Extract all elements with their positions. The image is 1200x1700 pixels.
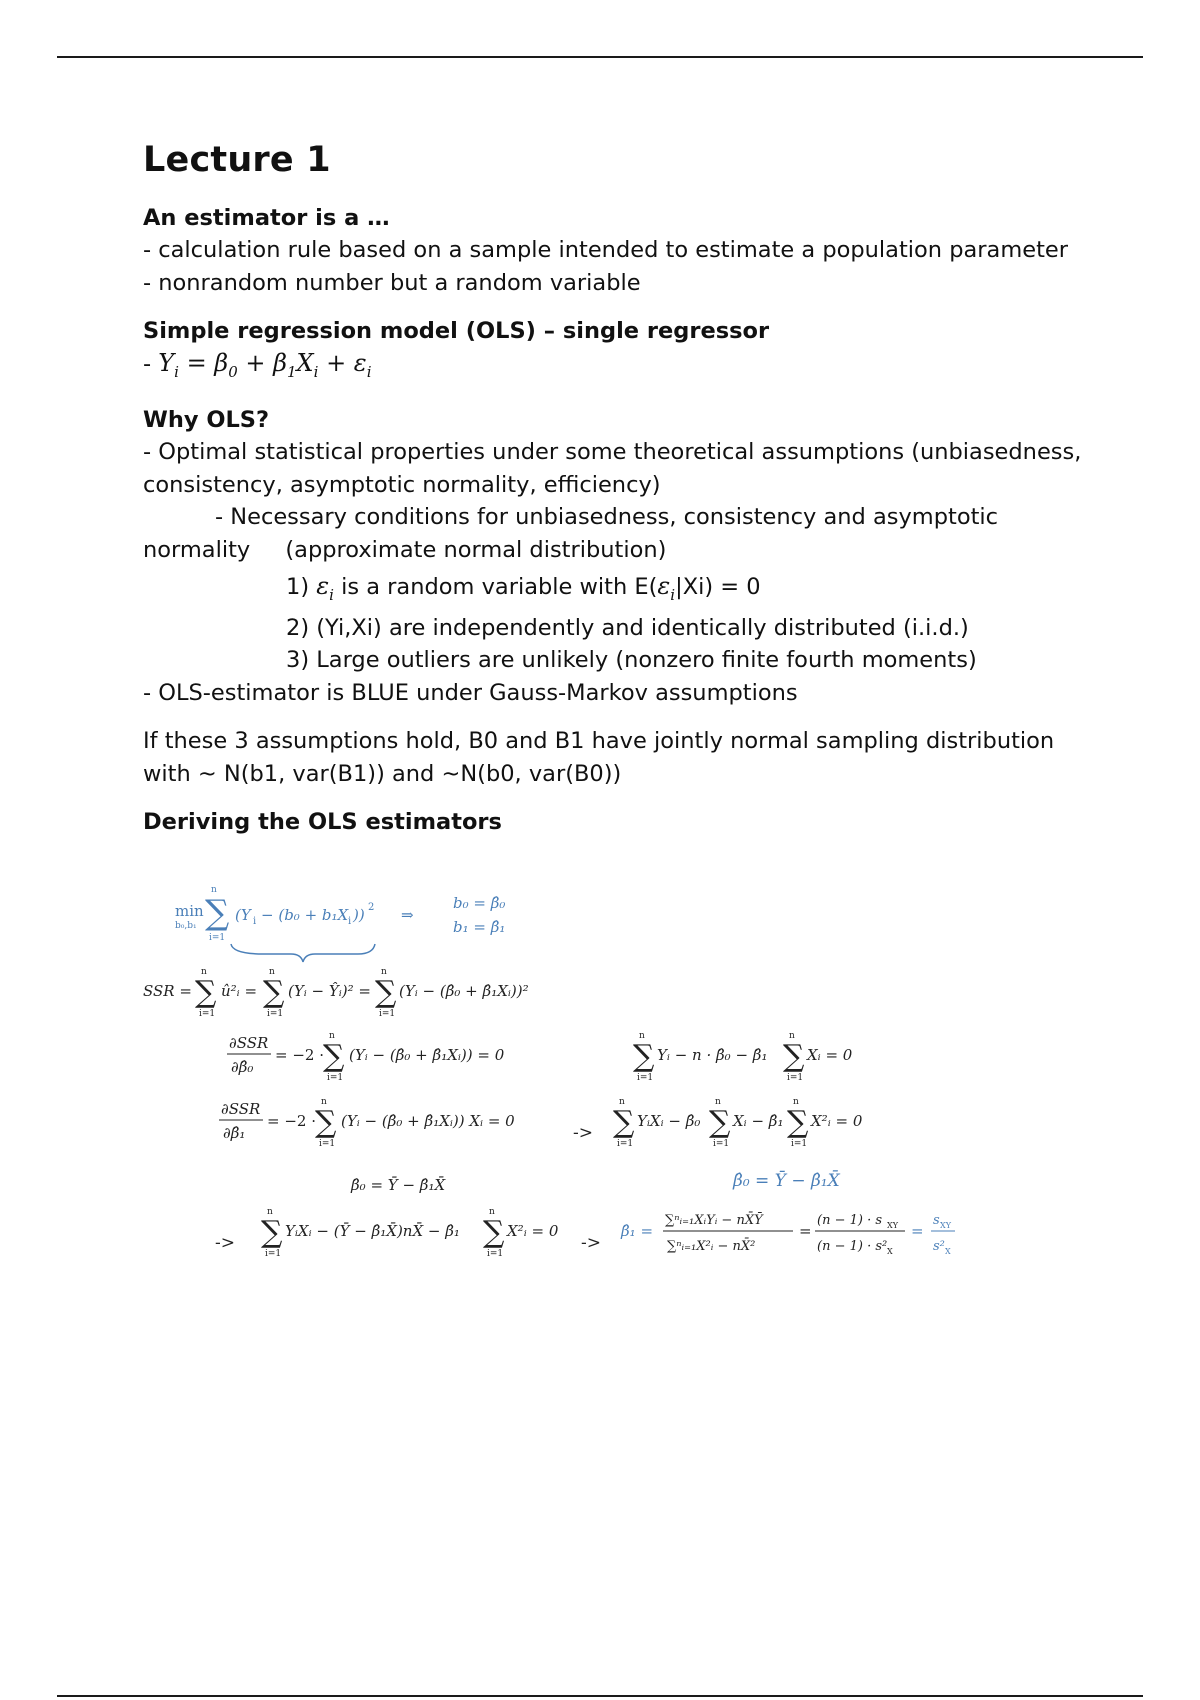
estimator-heading: An estimator is a … bbox=[143, 205, 390, 231]
svg-text:∑: ∑ bbox=[323, 1039, 345, 1074]
svg-text:(n − 1) · s²: (n − 1) · s² bbox=[817, 1239, 888, 1254]
svg-text:∑: ∑ bbox=[315, 1105, 337, 1140]
svg-text:n: n bbox=[329, 1031, 335, 1041]
svg-text:i=1: i=1 bbox=[787, 1073, 804, 1083]
svg-text:i=1: i=1 bbox=[617, 1139, 634, 1149]
svg-text:n: n bbox=[715, 1097, 721, 1107]
svg-text:i=1: i=1 bbox=[379, 1009, 396, 1019]
ssr-formula bbox=[143, 967, 529, 1019]
svg-text:∂SSR: ∂SSR bbox=[229, 1034, 269, 1052]
svg-text:i=1: i=1 bbox=[199, 1009, 216, 1019]
beta0-row bbox=[350, 1169, 841, 1194]
svg-text:i=1: i=1 bbox=[637, 1073, 654, 1083]
condition-3: 3) Large outliers are unlikely (nonzero finite fourth moments) bbox=[286, 647, 977, 674]
svg-text:SSR =: SSR = bbox=[143, 982, 192, 1000]
svg-text:i=1: i=1 bbox=[267, 1009, 284, 1019]
document-page bbox=[143, 140, 1103, 838]
blue-line: - OLS-estimator is BLUE under Gauss-Markov assumptions bbox=[143, 679, 798, 706]
svg-text:∑: ∑ bbox=[709, 1105, 731, 1140]
svg-text:(Yᵢ − (β̂₀ + β̂₁Xᵢ))²: (Yᵢ − (β̂₀ + β̂₁Xᵢ))² bbox=[399, 982, 529, 1000]
svg-text:∑: ∑ bbox=[613, 1105, 635, 1140]
svg-text:n: n bbox=[321, 1097, 327, 1107]
svg-text:X²ᵢ = 0: X²ᵢ = 0 bbox=[507, 1222, 559, 1240]
svg-text:)): )) bbox=[353, 906, 365, 924]
svg-text:∑: ∑ bbox=[787, 1105, 809, 1140]
dssr-b0 bbox=[227, 1031, 853, 1083]
svg-text:(Yᵢ − (β̂₀ + β̂₁Xᵢ)) = 0: (Yᵢ − (β̂₀ + β̂₁Xᵢ)) = 0 bbox=[349, 1046, 505, 1064]
regression-formula bbox=[143, 347, 1103, 388]
svg-text:n: n bbox=[267, 1207, 273, 1217]
svg-text:b₀ = β̂₀: b₀ = β̂₀ bbox=[453, 894, 506, 912]
bottom-rule bbox=[57, 1695, 1143, 1697]
svg-text:n: n bbox=[619, 1097, 625, 1107]
estimator-line-1: - calculation rule based on a sample intended to estimate a population parameter bbox=[143, 237, 1069, 263]
svg-text:β̂₁ =: β̂₁ = bbox=[621, 1222, 654, 1240]
min-formula bbox=[175, 885, 505, 962]
svg-text:X²ᵢ = 0: X²ᵢ = 0 bbox=[811, 1112, 863, 1130]
svg-text:XY: XY bbox=[940, 1221, 951, 1230]
why-ols-line-1: - Optimal statistical properties under some theoretical assumptions (unbiasedness, consistency, asymptotic normality, efficiency) bbox=[143, 439, 1082, 498]
svg-text:(Yᵢ − Ŷᵢ)² =: (Yᵢ − Ŷᵢ)² = bbox=[288, 982, 371, 1000]
svg-text:∑: ∑ bbox=[205, 893, 230, 933]
svg-text:∂SSR: ∂SSR bbox=[221, 1100, 261, 1118]
dssr-b1 bbox=[219, 1097, 863, 1149]
regression-equation: $Y_i = \beta_0 + \beta_1X_i + \varepsilon_i$ bbox=[158, 349, 372, 381]
svg-text:n: n bbox=[793, 1097, 799, 1107]
svg-text:∑: ∑ bbox=[633, 1039, 655, 1074]
svg-text:Xᵢ = 0: Xᵢ = 0 bbox=[807, 1046, 853, 1064]
svg-text:β̂₀ = Ȳ − β̂₁X̄: β̂₀ = Ȳ − β̂₁X̄ bbox=[733, 1171, 840, 1191]
epsilon-symbol: $\varepsilon_i$ bbox=[316, 572, 334, 605]
condition-1: 1) $\varepsilon_i$ is a random variable with $E(\varepsilon_i|Xi) = 0$ bbox=[286, 572, 761, 605]
svg-text:∑: ∑ bbox=[783, 1039, 805, 1074]
svg-text:=: = bbox=[799, 1222, 812, 1240]
estimator-line-2: - nonrandom number but a random variable bbox=[143, 269, 641, 296]
svg-text:i=1: i=1 bbox=[265, 1249, 282, 1259]
svg-text:i=1: i=1 bbox=[713, 1139, 730, 1149]
why-ols-line-2: - Necessary conditions for unbiasedness, consistency and asymptotic bbox=[215, 504, 999, 531]
page-title: Lecture 1 bbox=[143, 140, 331, 180]
derivation-formulas bbox=[143, 868, 1103, 1268]
normality-word: normality bbox=[143, 536, 251, 563]
svg-text:Yᵢ − n · β̂₀ − β̂₁: Yᵢ − n · β̂₀ − β̂₁ bbox=[657, 1046, 768, 1064]
svg-text:b₀,b₁: b₀,b₁ bbox=[175, 921, 197, 931]
svg-text:∑: ∑ bbox=[261, 1215, 283, 1250]
svg-text:∑ⁿᵢ₌₁XᵢYᵢ − nX̄Ȳ: ∑ⁿᵢ₌₁XᵢYᵢ − nX̄Ȳ bbox=[665, 1213, 763, 1228]
svg-text:2: 2 bbox=[368, 902, 375, 913]
svg-text:min: min bbox=[175, 902, 204, 920]
top-rule bbox=[57, 56, 1143, 58]
svg-text:= −2 ·: = −2 · bbox=[267, 1112, 316, 1130]
svg-text:i=1: i=1 bbox=[327, 1073, 344, 1083]
svg-text:s²: s² bbox=[933, 1239, 945, 1254]
svg-text:=: = bbox=[911, 1222, 924, 1240]
svg-text:β̂₀ = Ȳ − β̂₁X̄: β̂₀ = Ȳ − β̂₁X̄ bbox=[351, 1176, 446, 1194]
svg-text:(Yᵢ − (β̂₀ + β̂₁Xᵢ)) Xᵢ = 0: (Yᵢ − (β̂₀ + β̂₁Xᵢ)) Xᵢ = 0 bbox=[341, 1112, 515, 1130]
svg-text:∑: ∑ bbox=[375, 975, 397, 1010]
svg-text:b₁ = β̂₁: b₁ = β̂₁ bbox=[453, 918, 506, 936]
svg-text:i: i bbox=[348, 916, 352, 927]
sampling-text: If these 3 assumptions hold, B0 and B1 have jointly normal sampling distribution with ~ N(b1, var(B1)) and ~N(b0, var(B0)) bbox=[143, 728, 1055, 787]
derivation-svg bbox=[143, 868, 1103, 1268]
svg-text:s: s bbox=[933, 1213, 940, 1228]
svg-text:i: i bbox=[253, 916, 257, 927]
svg-text:n: n bbox=[489, 1207, 495, 1217]
simple-regression-heading: Simple regression model (OLS) – single regressor bbox=[143, 318, 770, 344]
svg-text:n: n bbox=[381, 967, 387, 977]
svg-text:n: n bbox=[201, 967, 207, 977]
svg-text:Xᵢ − β̂₁: Xᵢ − β̂₁ bbox=[733, 1112, 784, 1130]
normality-note: (approximate normal distribution) bbox=[285, 536, 667, 563]
svg-text:⇒: ⇒ bbox=[401, 906, 414, 924]
svg-text:n: n bbox=[639, 1031, 645, 1041]
svg-text:û²ᵢ =: û²ᵢ = bbox=[221, 982, 258, 1000]
epsilon-symbol-2: $\varepsilon_i$ bbox=[657, 572, 676, 605]
svg-text:n: n bbox=[789, 1031, 795, 1041]
svg-text:∂β̂₀: ∂β̂₀ bbox=[231, 1058, 254, 1076]
beta1-row bbox=[215, 1207, 955, 1259]
svg-text:(Y: (Y bbox=[235, 906, 251, 924]
why-ols-heading: Why OLS? bbox=[143, 407, 270, 434]
svg-text:XY: XY bbox=[887, 1221, 898, 1230]
svg-text:n: n bbox=[269, 967, 275, 977]
svg-text:= −2 ·: = −2 · bbox=[275, 1046, 324, 1064]
svg-text:∂β̂₁: ∂β̂₁ bbox=[223, 1124, 246, 1142]
svg-text:i=1: i=1 bbox=[209, 933, 226, 943]
svg-text:(n − 1) · s: (n − 1) · s bbox=[817, 1213, 883, 1228]
svg-text:∑: ∑ bbox=[195, 975, 217, 1010]
svg-text:− (b₀ + b₁X: − (b₀ + b₁X bbox=[261, 906, 349, 924]
svg-text:i=1: i=1 bbox=[791, 1139, 808, 1149]
svg-text:n: n bbox=[211, 885, 217, 895]
svg-text:i=1: i=1 bbox=[319, 1139, 336, 1149]
svg-text:YᵢXᵢ − β̂₀: YᵢXᵢ − β̂₀ bbox=[637, 1112, 701, 1130]
svg-text:YᵢXᵢ − (Ȳ − β̂₁X̄)nX̄ − β̂₁: YᵢXᵢ − (Ȳ − β̂₁X̄)nX̄ − β̂₁ bbox=[285, 1222, 460, 1240]
svg-text:∑: ∑ bbox=[263, 975, 285, 1010]
why-ols-line-3 bbox=[143, 534, 1103, 567]
svg-text:X: X bbox=[887, 1247, 893, 1256]
formula-prefix: - bbox=[143, 351, 152, 377]
arrow-2: -> bbox=[215, 1233, 235, 1253]
arrow-3: -> bbox=[581, 1233, 601, 1253]
deriving-heading: Deriving the OLS estimators bbox=[143, 809, 502, 836]
svg-text:∑ⁿᵢ₌₁X²ᵢ − nX̄²: ∑ⁿᵢ₌₁X²ᵢ − nX̄² bbox=[667, 1239, 756, 1254]
svg-text:i=1: i=1 bbox=[487, 1249, 504, 1259]
svg-text:∑: ∑ bbox=[483, 1215, 505, 1250]
condition-2: 2) (Yi,Xi) are independently and identically distributed (i.i.d.) bbox=[286, 614, 969, 641]
arrow-1: -> bbox=[573, 1123, 593, 1143]
svg-text:X: X bbox=[945, 1247, 951, 1256]
